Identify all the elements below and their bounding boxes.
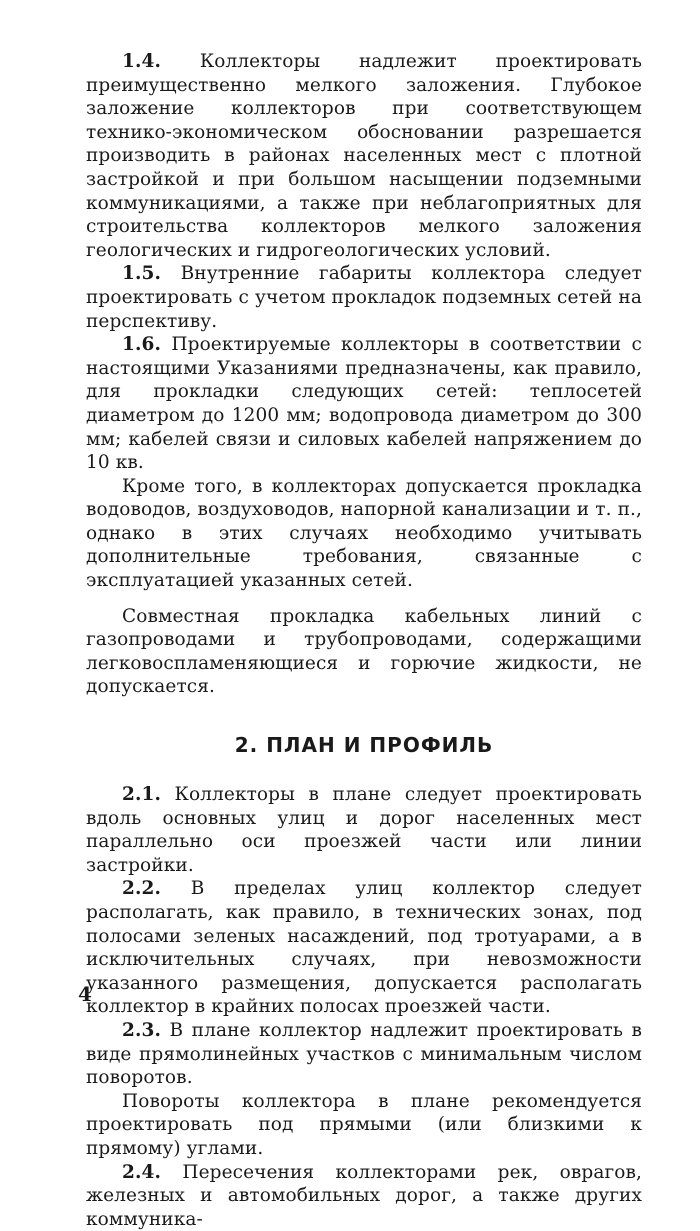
paragraph-text: Пересечения коллекторами рек, оврагов, железных и автомобильных дорог, а также других коммуника-	[86, 1161, 642, 1230]
paragraph-1-4	[86, 50, 642, 262]
paragraph-2-2	[86, 877, 642, 1019]
paragraph-2-3-continued: Повороты коллектора в плане рекомендуется проектировать под прямыми (или близкими к прямому) углами.	[86, 1090, 642, 1159]
clause-number: 2.1.	[122, 784, 162, 806]
clause-number: 1.5.	[122, 263, 162, 285]
clause-number: 2.4.	[122, 1161, 162, 1183]
clause-number: 2.2.	[122, 878, 162, 900]
clause-number: 2.3.	[122, 1019, 162, 1041]
clause-number: 1.4.	[122, 51, 162, 72]
paragraph-text: В пределах улиц коллектор следует располагать, как правило, в технических зонах, под полосами зеленых насаждений, под тротуарами, а в исключительных случаях, при невозможности указанного размещения, допускается располагать коллектор в крайних полосах проезжей части.	[86, 878, 642, 1018]
paragraph-1-5	[86, 262, 642, 333]
paragraph-1-6-continued: Кроме того, в коллекторах допускается прокладка водоводов, воздуховодов, напорной канализации и т. п., однако в этих случаях необходимо учитывать дополнительные требования, связанные с эксплуатацией указанных сетей.	[86, 475, 642, 592]
paragraph-2-1	[86, 783, 642, 877]
paragraph-text: Проектируемые коллекторы в соответствии с настоящими Указаниями предназначены, как правило, для прокладки следующих сетей: теплосетей диаметром до 1200 мм; водопровода диаметром до 300 мм; кабелей связи и силовых кабелей напряжением до 10 кв.	[86, 334, 643, 474]
paragraph-2-4	[86, 1161, 642, 1231]
paragraph-text: Коллекторы в плане следует проектировать вдоль основных улиц и дорог населенных мест параллельно оси проезжей части или линии застройки.	[86, 784, 642, 876]
page-number: 4	[78, 982, 92, 1006]
paragraph-text: В плане коллектор надлежит проектировать в виде прямолинейных участков с минимальным числом поворотов.	[86, 1019, 642, 1089]
paragraph-text: Коллекторы надлежит проектировать преимущественно мелкого заложения. Глубокое заложение коллекторов при соответствующем технико-экономическом обосновании разрешается производить в районах населенных мест с плотной застройкой и при большом насыщении подземными коммуникациями, а также при неблагоприятных для строительства коллекторов мелкого заложения геологических и гидрогеологических условий.	[86, 51, 643, 261]
section-heading: 2. ПЛАН И ПРОФИЛЬ	[234, 733, 494, 758]
clause-number: 1.6.	[122, 334, 162, 356]
paragraph-1-6-restriction: Совместная прокладка кабельных линий с газопроводами и трубопроводами, содержащими легковоспламеняющиеся и горючие жидкости, не допускается.	[86, 605, 642, 698]
paragraph-2-3	[86, 1019, 642, 1090]
paragraph-1-6	[86, 333, 642, 475]
paragraph-text: Внутренние габариты коллектора следует проектировать с учетом прокладок подземных сетей на перспективу.	[86, 263, 643, 332]
